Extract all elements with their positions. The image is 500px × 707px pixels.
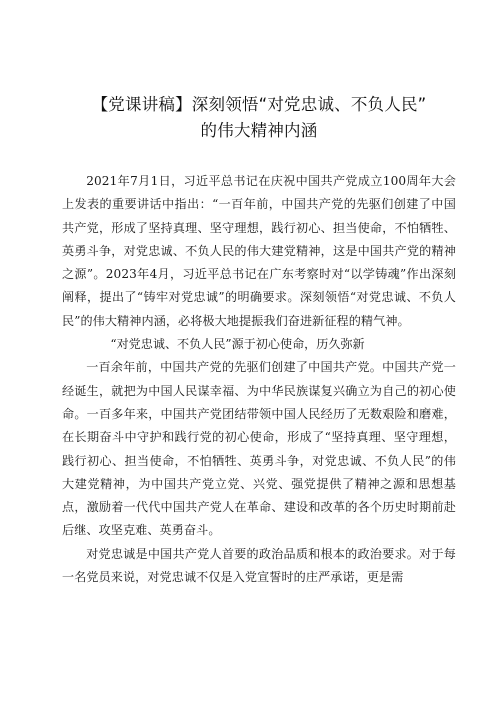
paragraph-history: 一百余年前，中国共产党的先驱们创建了中国共产党。中国共产党一经诞生，就把为中国人民谋幸福、为中华民族谋复兴确立为自己的初心使命。一百多年来，中国共产党团结带领中国人民经历了无数艰险和磨难，在长期奋斗中守护和践行党的初心使命，形成了“坚持真理、坚守理想，践行初心、担当使命，不怕牺牲、英勇斗争，对党忠诚、不负人民”的伟大建党精神，为中国共产党立党、兴党、强党提供了精神之源和思想基点，激励着一代代中国共产党人在革命、建设和改革的各个历史时期前赴后继、攻坚克难、英勇奋斗。 <box>62 360 456 538</box>
document-title <box>62 92 456 144</box>
title-line-1: 【党课讲稿】深刻领悟“对党忠诚、不负人民” <box>91 95 427 114</box>
title-line-2: 的伟大精神内涵 <box>200 121 318 140</box>
paragraph-loyalty: 对党忠诚是中国共产党人首要的政治品质和根本的政治要求。对于每一名党员来说，对党忠诚不仅是入党宣誓时的庄严承诺，更是需 <box>62 546 456 585</box>
paragraph-intro: 2021年7月1日，习近平总书记在庆祝中国共产党成立100周年大会上发表的重要讲话中指出：“一百年前，中国共产党的先驱们创建了中国共产党，形成了坚持真理、坚守理想，践行初心、担当使命，不怕牺牲、英勇斗争，对党忠诚、不负人民的伟大建党精神，这是中国共产党的精神之源”。2023年4月，习近平总书记在广东考察时对“以学铸魂”作出深刻阐释，提出了“铸牢对党忠诚”的明确要求。深刻领悟“对党忠诚、不负人民”的伟大精神内涵，必将极大地提振我们奋进新征程的精气神。 <box>62 174 456 328</box>
section-subheading: “对党忠诚、不负人民”源于初心使命，历久弥新 <box>110 337 365 352</box>
